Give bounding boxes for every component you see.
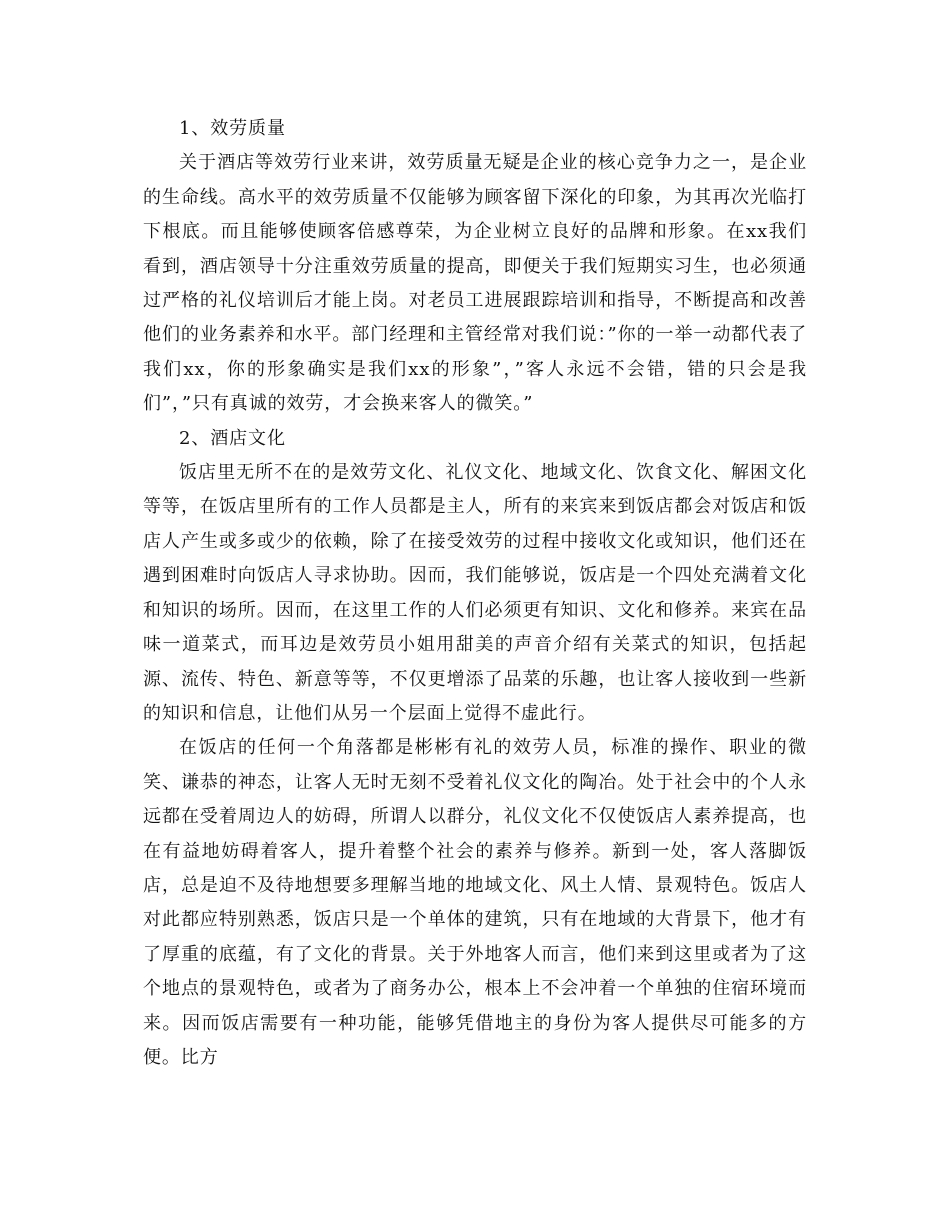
- paragraph-hotel-culture-2: 在饭店的任何一个角落都是彬彬有礼的效劳人员，标准的操作、职业的微笑、谦恭的神态，让客人无时无刻不受着礼仪文化的陶冶。处于社会中的个人永远都在受着周边人的妨碍，所谓人以群分，礼仪文化不仅使饭店人素养提高，也在有益地妨碍着客人，提升着整个社会的素养与修养。新到一处，客人落脚饭店，总是迫不及待地想要多理解当地的地域文化、风土人情、景观特色。饭店人对此都应特别熟悉，饭店只是一个单体的建筑，只有在地域的大背景下，他才有了厚重的底蕴，有了文化的背景。关于外地客人而言，他们来到这里或者为了这个地点的景观特色，或者为了商务办公，根本上不会冲着一个单独的住宿环境而来。因而饭店需要有一种功能，能够凭借地主的身份为客人提供尽可能多的方便。比方: [143, 737, 807, 1068]
- paragraph-hotel-culture-1: 饭店里无所不在的是效劳文化、礼仪文化、地域文化、饮食文化、解困文化等等，在饭店里所有的工作人员都是主人，所有的来宾来到饭店都会对饭店和饭店人产生或多或少的依赖，除了在接受效劳的过程中接收文化或知识，他们还在遇到困难时向饭店人寻求协助。因而，我们能够说，饭店是一个四处充满着文化和知识的场所。因而，在这里工作的人们必须更有知识、文化和修养。来宾在品味一道菜式，而耳边是效劳员小姐用甜美的声音介绍有关菜式的知识，包括起源、流传、特色、新意等等，不仅更增添了品菜的乐趣，也让客人接收到一些新的知识和信息，让他们从另一个层面上觉得不虚此行。: [143, 462, 807, 724]
- paragraph-service-quality: 关于酒店等效劳行业来讲，效劳质量无疑是企业的核心竞争力之一，是企业的生命线。高水平的效劳质量不仅能够为顾客留下深化的印象，为其再次光临打下根底。而且能够使顾客倍感尊荣，为企业树立良好的品牌和形象。在xx我们看到，酒店领导十分注重效劳质量的提高，即便关于我们短期实习生，也必须通过严格的礼仪培训后才能上岗。对老员工进展跟踪培训和指导，不断提高和改善他们的业务素养和水平。部门经理和主管经常对我们说：”你的一举一动都代表了我们xx，你的形象确实是我们xx的形象”，”客人永远不会错，错的只会是我们”，”只有真诚的效劳，才会换来客人的微笑。”: [143, 152, 807, 415]
- section-heading-hotel-culture: 2、酒店文化: [179, 427, 286, 449]
- section-heading-service-quality: 1、效劳质量: [179, 118, 286, 139]
- document-page: [143, 112, 807, 1075]
